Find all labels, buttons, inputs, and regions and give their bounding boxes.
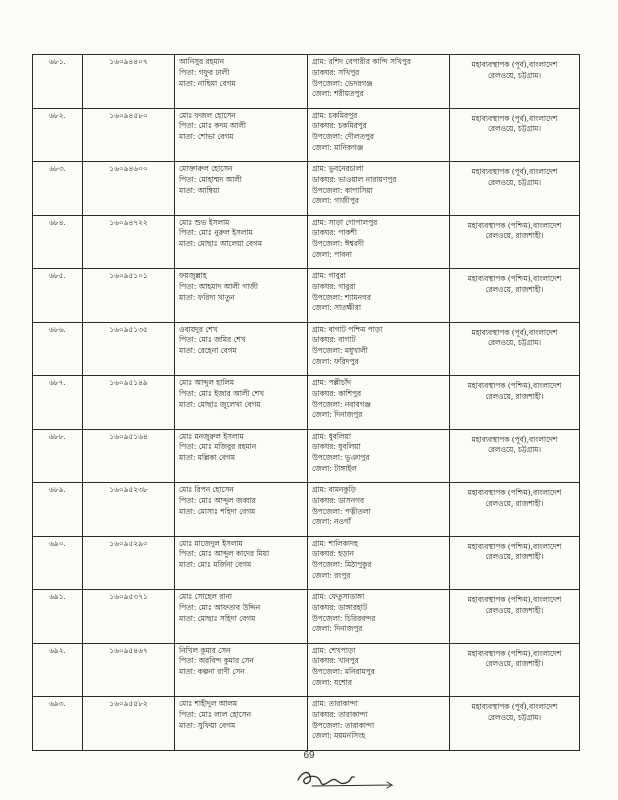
father-name: পিতা: মোহাম্মদ আলী xyxy=(179,174,242,184)
office-line-1: মহাব্যবস্থাপক (পশ্চিম),বাংলাদেশ xyxy=(467,274,562,283)
address-upazila: উপজেলা: তারাকান্দা xyxy=(312,720,375,730)
serial-number: ৬৮৩. xyxy=(49,164,66,173)
office-cell xyxy=(450,697,580,751)
roll-number-cell xyxy=(83,536,175,590)
candidate-info-cell xyxy=(175,697,308,751)
address-cell xyxy=(308,590,450,644)
address-post: ডাকঘর: হড়ান xyxy=(312,549,354,559)
office-cell xyxy=(450,55,580,109)
mother-name: মাতা: সুফিয়া বেগম xyxy=(179,720,236,730)
father-name: পিতা: আহমাদ আলী গাজী xyxy=(179,281,258,291)
office-line-1: মহাব্যবস্থাপক (পশ্চিম),বাংলাদেশ xyxy=(467,595,562,604)
candidate-name: মোঃ শুভ ইসলাম xyxy=(179,217,230,227)
office-line-2: রেলওয়ে, রাজশাহী। xyxy=(485,605,544,615)
father-name: পিতা: মোঃ নুরুল ইসলাম xyxy=(179,228,253,238)
office-line-1: মহাব্যবস্থাপক (পশ্চিম),বাংলাদেশ xyxy=(467,648,562,658)
candidate-name: মোঃ শাহীদুল আলম xyxy=(179,699,238,708)
roll-number: ১৬০৯৪৬০০ xyxy=(109,164,148,173)
office-line-2: রেলওয়ে, রাজশাহী। xyxy=(485,231,544,241)
address-district: জেলা: যশোর xyxy=(312,677,352,687)
father-name: পিতা: মোঃ ইজার আলী শেখ xyxy=(179,388,265,398)
serial-number: ৬৯৩. xyxy=(49,699,66,708)
serial-number: ৬৮৫. xyxy=(49,271,66,280)
table-row xyxy=(33,429,580,483)
signature-mark xyxy=(292,764,402,792)
address-district: জেলা: রংপুর xyxy=(312,570,351,580)
address-district: জেলা: নওগাঁ xyxy=(312,517,351,527)
candidate-info-cell xyxy=(175,643,308,697)
serial-number-cell xyxy=(33,483,83,537)
office-line-1: মহাব্যবস্থাপক (পূর্ব),বাংলাদেশ xyxy=(471,167,558,176)
roll-number: ১৬০৯৫২৯০ xyxy=(109,538,148,548)
mother-name: মাতা: মোসাঃ শহিদা বেগম xyxy=(179,506,256,516)
address-village: গ্রাম: সাড়া গোপালপুর xyxy=(312,217,378,227)
table-row xyxy=(33,215,580,269)
roll-number-cell xyxy=(83,162,175,216)
candidate-name: মোঃ সোহেল রানা xyxy=(179,592,233,601)
serial-number-cell xyxy=(33,376,83,430)
address-upazila: উপজেলা: ভেদরগঞ্জ xyxy=(312,78,373,88)
address-upazila: উপজেলা: নবাবগঞ্জ xyxy=(312,399,371,409)
roll-number-cell xyxy=(83,269,175,323)
office-line-1: মহাব্যবস্থাপক (পূর্ব),বাংলাদেশ xyxy=(471,702,558,711)
address-cell xyxy=(308,269,450,323)
address-post: ডাকঘর: গাবুরা xyxy=(312,281,356,291)
roll-number-cell xyxy=(83,108,175,162)
candidate-name: নিখিল কুমার সেন xyxy=(179,645,231,655)
address-village: গ্রাম: চকমিরপুর xyxy=(312,110,358,120)
address-upazila: উপজেলা: ঈশ্বরদী xyxy=(312,239,364,249)
address-upazila: উপজেলা: মিঠাপুকুর xyxy=(312,560,372,570)
serial-number: ৬৯১. xyxy=(49,592,66,601)
roll-number-cell xyxy=(83,643,175,697)
address-village: গ্রাম: রশিদ বেপারীর কান্দি সখিপুর xyxy=(312,57,411,66)
roll-number: ১৬০৯৫৫৮২ xyxy=(109,699,148,708)
address-village: গ্রাম: বাগাট পশ্চিম পাড়া xyxy=(312,324,383,334)
candidate-info-cell xyxy=(175,55,308,109)
office-line-2: রেলওয়ে, রাজশাহী। xyxy=(485,391,544,401)
office-line-2: রেলওয়ে, রাজশাহী। xyxy=(485,498,544,508)
father-name: পিতা: গফুর ঢালী xyxy=(179,67,230,77)
address-cell xyxy=(308,429,450,483)
father-name: পিতা: মোঃ কদম আলী xyxy=(179,121,246,131)
candidate-name: মোঃ রিপন হোসেন xyxy=(179,485,234,494)
address-post: ডাকঘর: পাকশী xyxy=(312,228,358,238)
mother-name: মাতা: শোভা বেগম xyxy=(179,132,234,142)
serial-number: ৬৮৭. xyxy=(49,378,66,387)
address-post: ডাকঘর: ভাওয়াল নারায়ণপুর xyxy=(312,174,397,184)
mother-name: মাতা: মোছাঃ জুলেখা বেগম xyxy=(179,399,261,409)
address-post: ডাকঘর: চকমিরপুর xyxy=(312,121,367,131)
office-cell xyxy=(450,108,580,162)
office-line-1: মহাব্যবস্থাপক (পূর্ব),বাংলাদেশ xyxy=(471,113,558,123)
table-row xyxy=(33,697,580,751)
candidate-name: মোঃ মাজেদুল ইসলাম xyxy=(179,538,243,548)
office-line-2: রেলওয়ে, রাজশাহী। xyxy=(485,659,544,669)
address-village: গ্রাম: বামনকুড়ি xyxy=(312,485,356,494)
address-post: ডাকঘর: বাগাট xyxy=(312,335,356,345)
serial-number: ৬৮১. xyxy=(49,57,66,66)
father-name: পিতা: মোঃ আব্দুল জব্বার xyxy=(179,495,256,505)
roll-number: ১৬০৯৫৪৬৭ xyxy=(109,645,148,655)
address-district: জেলা: সাতক্ষীরা xyxy=(312,303,361,313)
office-line-1: মহাব্যবস্থাপক (পশ্চিম),বাংলাদেশ xyxy=(467,488,562,497)
candidate-info-cell xyxy=(175,590,308,644)
address-upazila: উপজেলা: শ্যামনগর xyxy=(312,292,371,302)
mother-name: মাতা: আম্বিয়া xyxy=(179,185,220,195)
address-district: জেলা: শরীয়তপুর xyxy=(312,89,364,99)
serial-number: ৬৯২. xyxy=(49,645,66,655)
table-row xyxy=(33,55,580,109)
address-post: ডাকঘর: ধুবলিয়া xyxy=(312,442,361,452)
office-line-2: রেলওয়ে, চট্টগ্রাম। xyxy=(487,712,542,722)
candidate-info-cell xyxy=(175,162,308,216)
office-line-1: মহাব্যবস্থাপক (পশ্চিম),বাংলাদেশ xyxy=(467,541,562,551)
address-district: জেলা: ফরিদপুর xyxy=(312,356,359,366)
roll-number: ১৬০৯৫১৩৫ xyxy=(109,324,148,334)
address-cell xyxy=(308,322,450,376)
address-post: ডাকঘর: কাশিপুর xyxy=(312,388,362,398)
address-upazila: উপজেলা: মধুখালী xyxy=(312,346,368,356)
address-post: ডাকঘর: খানপুর xyxy=(312,656,359,666)
page-number: 69 xyxy=(303,750,315,761)
office-cell xyxy=(450,215,580,269)
address-village: গ্রাম: পল্লীচাঁদ xyxy=(312,378,352,387)
mother-name: মাতা: নাছিমা বেগম xyxy=(179,78,236,88)
serial-number-cell xyxy=(33,643,83,697)
address-cell xyxy=(308,376,450,430)
address-cell xyxy=(308,215,450,269)
father-name: পিতা: অরবিন্দ কুমার সেন xyxy=(179,656,254,666)
office-line-2: রেলওয়ে, চট্টগ্রাম। xyxy=(487,338,542,348)
candidate-info-cell xyxy=(175,322,308,376)
address-upazila: উপজেলা: মনিরামপুর xyxy=(312,667,375,677)
office-cell xyxy=(450,429,580,483)
office-cell xyxy=(450,376,580,430)
address-cell xyxy=(308,536,450,590)
serial-number-cell xyxy=(33,590,83,644)
serial-number: ৬৮৮. xyxy=(49,431,66,441)
mother-name: মাতা: মোঃ মর্জিনা বেগম xyxy=(179,560,252,570)
address-village: গ্রাম: তারাকান্দা xyxy=(312,699,358,708)
candidate-info-cell xyxy=(175,483,308,537)
address-upazila: উপজেলা: চিরিরবন্দর xyxy=(312,613,376,623)
address-district: জেলা: গাজীপুর xyxy=(312,196,359,206)
office-line-2: রেলওয়ে, চট্টগ্রাম। xyxy=(487,177,542,187)
address-village: গ্রাম: শালিকাদহ xyxy=(312,538,358,548)
address-district: জেলা: টাঙ্গাইল xyxy=(312,463,357,473)
office-cell xyxy=(450,590,580,644)
address-district: জেলা: দিনাজপুর xyxy=(312,624,363,634)
address-upazila: উপজেলা: দৌলতপুর xyxy=(312,132,374,142)
candidate-name: মোঃ মনজুরুল ইসলাম xyxy=(179,431,244,441)
mother-name: মাতা: মোছাঃ সহিদা বেগম xyxy=(179,613,256,623)
address-post: ডাকঘর: সখিপুর xyxy=(312,67,360,77)
roll-number: ১৬০৯৪৪০৭ xyxy=(109,57,148,66)
roll-number-cell xyxy=(83,483,175,537)
office-line-1: মহাব্যবস্থাপক (পশ্চিম),বাংলাদেশ xyxy=(467,381,562,390)
address-village: গ্রাম: ভুবনেরচালা xyxy=(312,164,364,173)
address-village: গ্রাম: গাবুরা xyxy=(312,271,346,280)
address-district: জেলা: ময়মনসিংহ xyxy=(312,731,366,741)
candidate-info-cell xyxy=(175,536,308,590)
roll-number-cell xyxy=(83,590,175,644)
office-line-2: রেলওয়ে, চট্টগ্রাম। xyxy=(487,70,542,80)
table-row xyxy=(33,590,580,644)
office-line-1: মহাব্যবস্থাপক (পশ্চিম),বাংলাদেশ xyxy=(467,220,562,230)
roll-number: ১৬০৯৫১৬৪ xyxy=(109,431,148,441)
candidate-name: ওবায়দুর শেখ xyxy=(179,324,218,334)
serial-number-cell xyxy=(33,162,83,216)
serial-number-cell xyxy=(33,322,83,376)
serial-number: ৬৮২. xyxy=(49,110,66,120)
table-row xyxy=(33,643,580,697)
table-row xyxy=(33,536,580,590)
serial-number-cell xyxy=(33,108,83,162)
address-upazila: উপজেলা: কাপাসিয়া xyxy=(312,185,373,195)
office-line-1: মহাব্যবস্থাপক (পূর্ব),বাংলাদেশ xyxy=(471,434,558,444)
table-row xyxy=(33,322,580,376)
candidate-info-cell xyxy=(175,429,308,483)
address-upazila: উপজেলা: পত্নীতলা xyxy=(312,506,371,516)
roll-number-cell xyxy=(83,429,175,483)
office-line-2: রেলওয়ে, রাজশাহী। xyxy=(485,552,544,562)
father-name: পিতা: মোঃ মজিবুর রহমান xyxy=(179,442,257,452)
address-village: গ্রাম: ধুবলিয়া xyxy=(312,431,351,441)
roll-number: ১৬০৯৫১০১ xyxy=(109,271,148,280)
address-upazila: উপজেলা: ভূঞাপুর xyxy=(312,453,370,463)
table-body xyxy=(33,55,580,751)
roll-number-cell xyxy=(83,215,175,269)
roll-number-cell xyxy=(83,55,175,109)
roll-number: ১৬০৯৫১৪৯ xyxy=(109,378,148,387)
mother-name: মাতা: মোছাঃ আলেয়া বেগম xyxy=(179,239,262,249)
serial-number-cell xyxy=(33,215,83,269)
office-cell xyxy=(450,269,580,323)
office-cell xyxy=(450,162,580,216)
father-name: পিতা: মোঃ লাল হোসেন xyxy=(179,709,251,719)
address-district: জেলা: মানিকগঞ্জ xyxy=(312,142,364,152)
mother-name: মাতা: মল্লিকা বেগম xyxy=(179,453,235,463)
serial-number: ৬৮৬. xyxy=(49,324,66,334)
roll-number: ১৬০৯৫২৩৮ xyxy=(109,485,148,494)
candidate-info-cell xyxy=(175,215,308,269)
address-cell xyxy=(308,55,450,109)
mother-name: মাতা: ফরিদা খাতুন xyxy=(179,292,235,302)
serial-number: ৬৮৪. xyxy=(49,217,66,227)
address-cell xyxy=(308,108,450,162)
candidate-info-cell xyxy=(175,269,308,323)
mother-name: মাতা: কল্পনা রাণী সেন xyxy=(179,667,245,677)
office-line-2: রেলওয়ে, চট্টগ্রাম। xyxy=(487,445,542,455)
address-village: গ্রাম: ফেতুসাডাঙ্গা xyxy=(312,592,365,601)
office-cell xyxy=(450,536,580,590)
candidate-name: ফয়জুল্লাহ xyxy=(179,271,207,280)
address-cell xyxy=(308,643,450,697)
serial-number-cell xyxy=(33,536,83,590)
candidate-name: মোঃ ফজল হোসেন xyxy=(179,110,236,120)
address-post: ডাকঘর: ডাসনগর xyxy=(312,495,365,505)
address-cell xyxy=(308,697,450,751)
address-post: ডাকঘর: ডাঙ্গারহাট xyxy=(312,602,367,612)
table-row xyxy=(33,483,580,537)
address-village: গ্রাম: শেখপাড়া xyxy=(312,645,356,655)
roll-number-cell xyxy=(83,322,175,376)
serial-number-cell xyxy=(33,55,83,109)
office-cell xyxy=(450,322,580,376)
father-name: পিতা: মোঃ জমির শেখ xyxy=(179,335,246,345)
serial-number-cell xyxy=(33,429,83,483)
table-row xyxy=(33,108,580,162)
candidate-info-cell xyxy=(175,108,308,162)
table-row xyxy=(33,376,580,430)
serial-number-cell xyxy=(33,697,83,751)
father-name: পিতা: মোঃ আফতাব উদ্দিন xyxy=(179,602,261,612)
candidate-table xyxy=(32,54,580,751)
mother-name: মাতা: রেহেনা বেগম xyxy=(179,346,237,356)
address-post: ডাকঘর: তারাকান্দা xyxy=(312,709,368,719)
roll-number: ১৬০৯৪৭২২ xyxy=(109,217,148,227)
serial-number-cell xyxy=(33,269,83,323)
roll-number-cell xyxy=(83,376,175,430)
address-district: জেলা: পাবনা xyxy=(312,249,352,259)
office-line-1: মহাব্যবস্থাপক (পূর্ব),বাংলাদেশ xyxy=(471,327,558,337)
candidate-name: মোঃ আব্দুল হালিম xyxy=(179,378,234,387)
father-name: পিতা: মোঃ আব্দুল কাদের মিয়া xyxy=(179,549,270,559)
candidate-name: মোক্তারুল হোসেন xyxy=(179,164,233,173)
address-cell xyxy=(308,483,450,537)
office-line-2: রেলওয়ে, চট্টগ্রাম। xyxy=(487,124,542,134)
serial-number: ৬৯০. xyxy=(49,538,66,548)
roll-number-cell xyxy=(83,697,175,751)
candidate-name: আনিসুর রহমান xyxy=(179,57,225,66)
roll-number: ১৬০৯৪৫৮০ xyxy=(109,110,148,120)
office-cell xyxy=(450,643,580,697)
office-line-2: রেলওয়ে, রাজশাহী। xyxy=(485,284,544,294)
table-row xyxy=(33,269,580,323)
address-district: জেলা: দিনাজপুর xyxy=(312,410,363,420)
serial-number: ৬৮৯. xyxy=(49,485,66,494)
address-cell xyxy=(308,162,450,216)
candidate-info-cell xyxy=(175,376,308,430)
table-row xyxy=(33,162,580,216)
roll-number: ১৬০৯৫৩৭১ xyxy=(109,592,148,601)
office-line-1: মহাব্যবস্থাপক (পূর্ব),বাংলাদেশ xyxy=(471,60,558,69)
office-cell xyxy=(450,483,580,537)
